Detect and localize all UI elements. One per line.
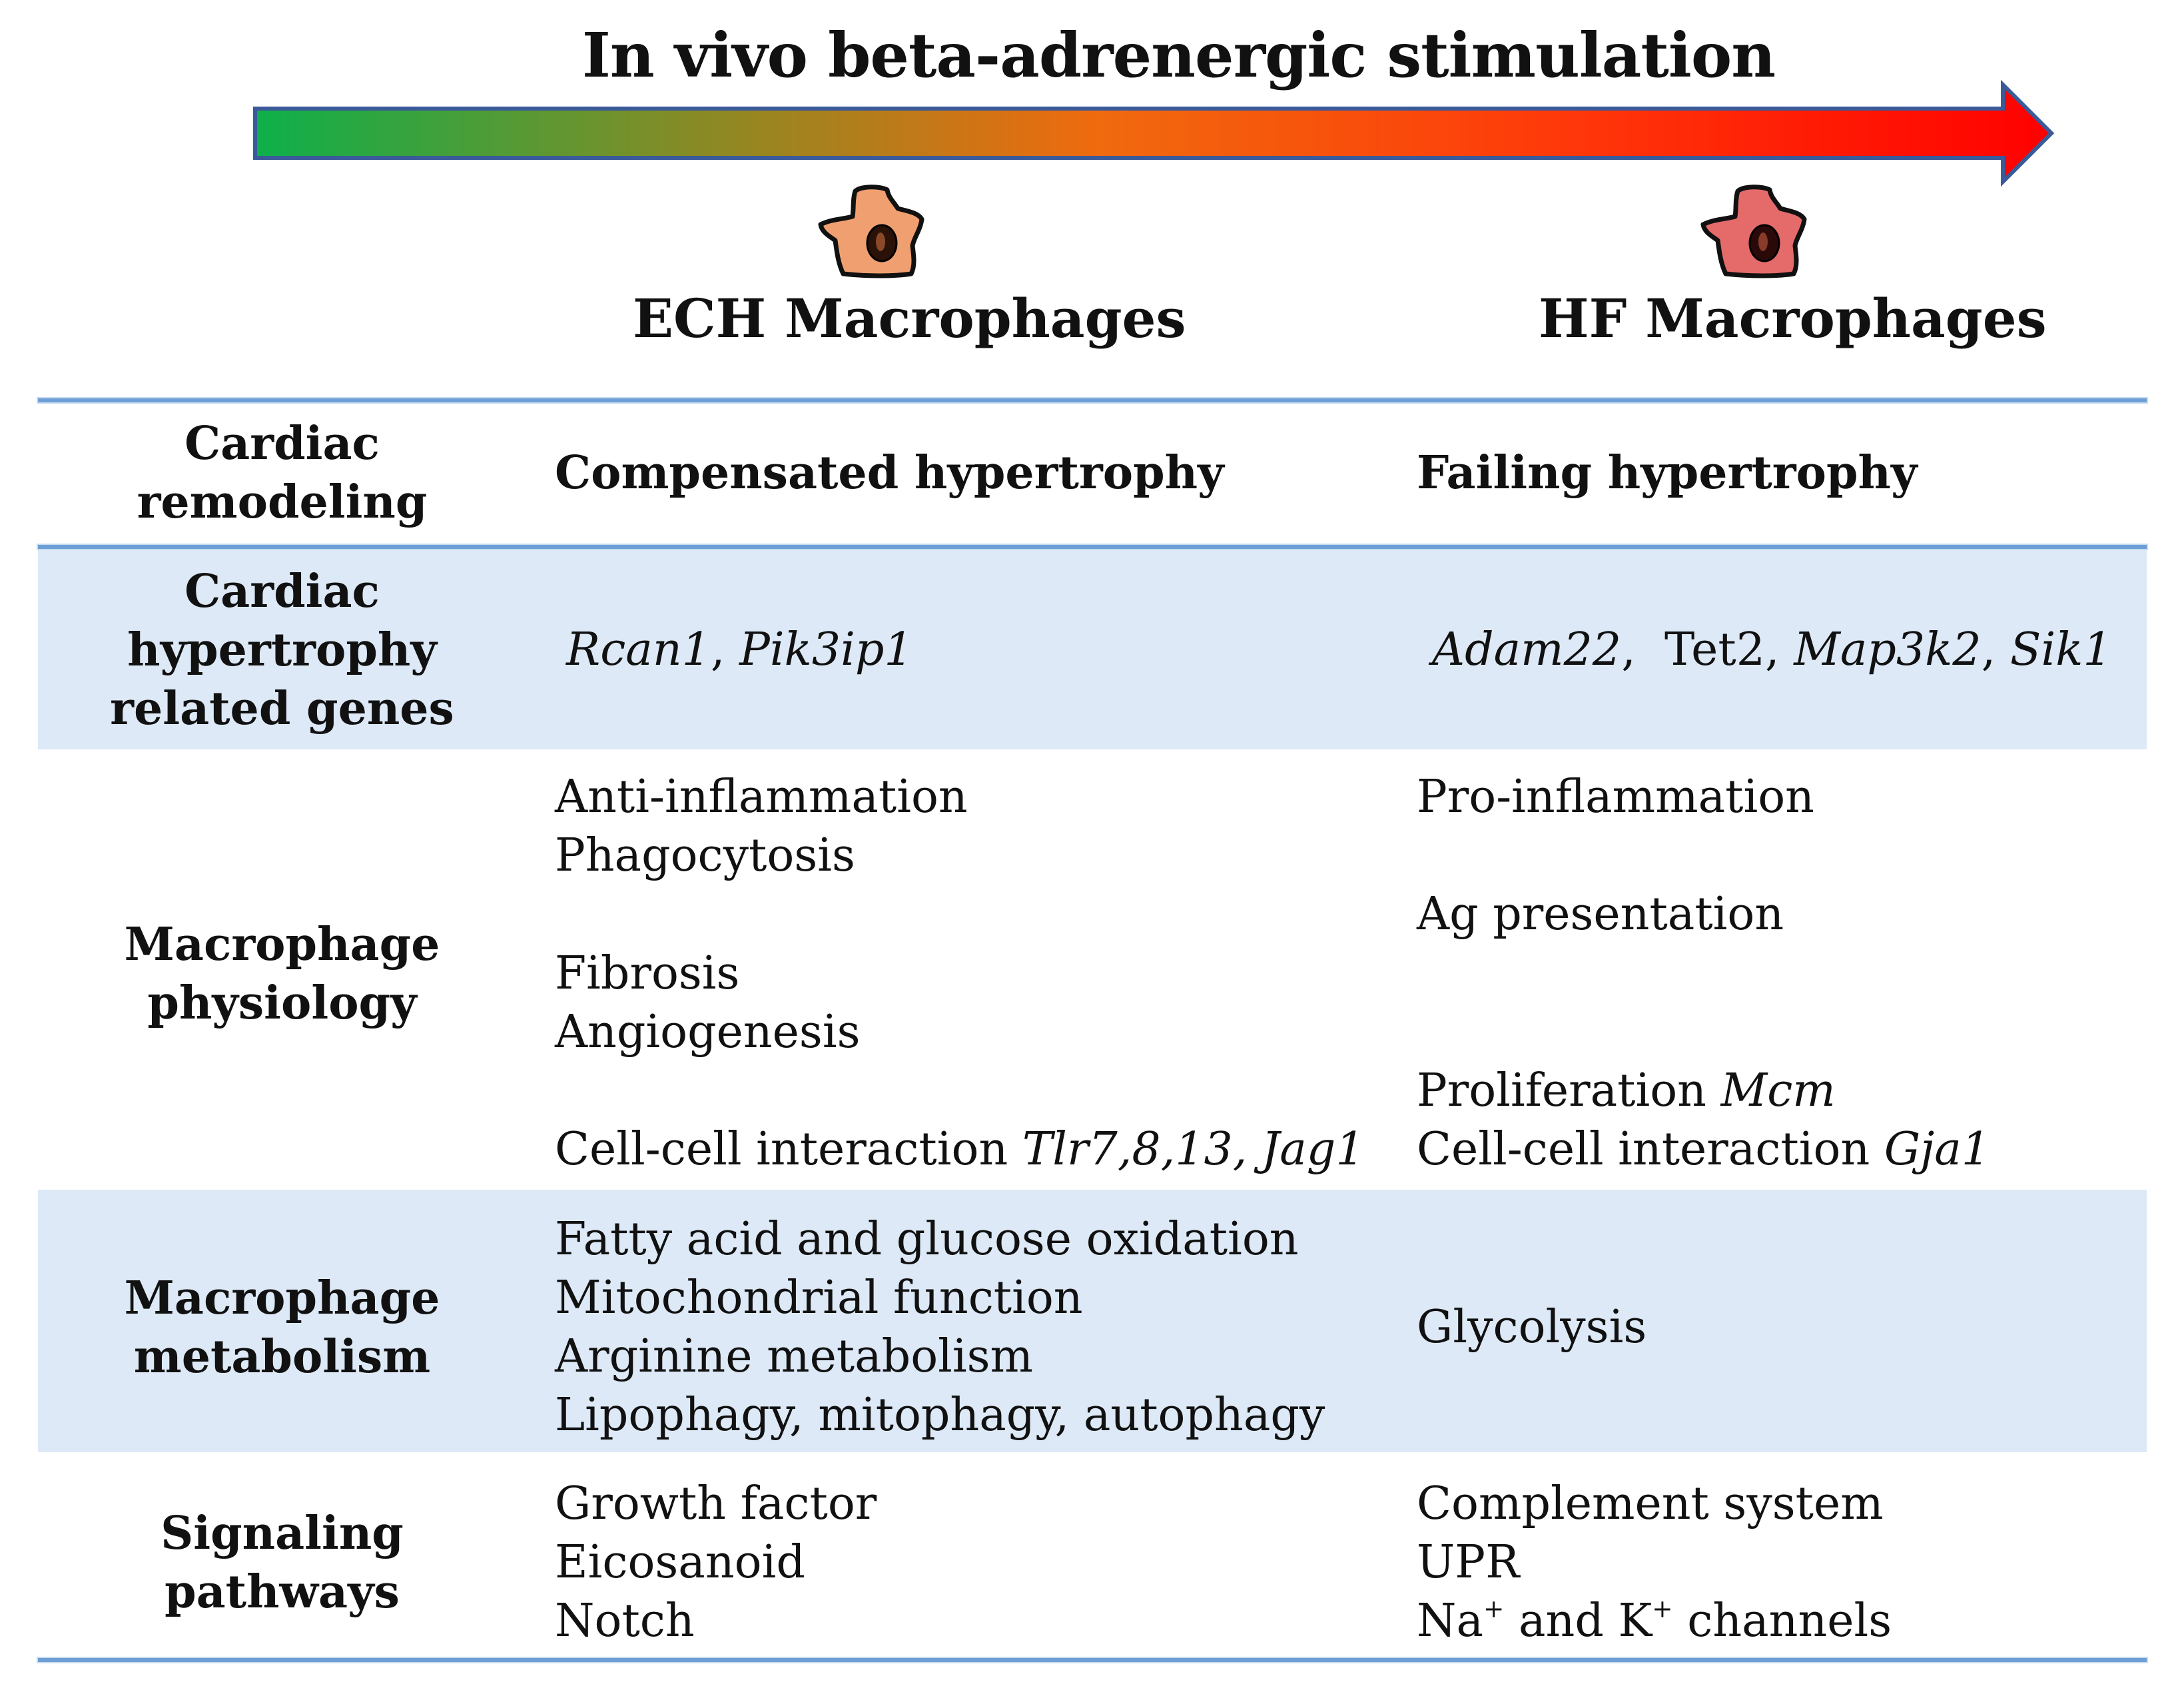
ech-cell-cell-interaction bbox=[555, 1120, 1365, 1179]
ech-metabolism-item: Fatty acid and glucose oxidation bbox=[555, 1213, 1299, 1266]
ech-metabolism-item: Arginine metabolism bbox=[555, 1330, 1034, 1383]
gene-adam22: Adam22 bbox=[1432, 624, 1622, 676]
hf-macrophages-label: HF Macrophages bbox=[1539, 287, 2047, 350]
item-text: and K bbox=[1504, 1595, 1652, 1647]
row-category-hypertrophy-genes bbox=[38, 562, 526, 738]
superscript: + bbox=[1652, 1593, 1673, 1623]
hf-remodeling: Failing hypertrophy bbox=[1417, 446, 1918, 500]
category-line: Signaling bbox=[161, 1507, 404, 1560]
ech-physiology-item: Anti-inflammation bbox=[555, 771, 968, 823]
hf-signaling-item: Complement system bbox=[1417, 1477, 1884, 1530]
row-category-macrophage-metabolism bbox=[38, 1269, 526, 1386]
item-genes: Mcm bbox=[1720, 1064, 1836, 1117]
gene-sik1: Sik1 bbox=[2009, 624, 2112, 676]
item-text: Na bbox=[1417, 1595, 1484, 1647]
gene-pik3ip1: Pik3ip1 bbox=[739, 624, 913, 676]
ech-macrophage-cell-icon bbox=[814, 177, 934, 283]
ech-remodeling: Compensated hypertrophy bbox=[555, 446, 1224, 500]
table-header-rule bbox=[38, 545, 2147, 549]
hf-hypertrophy-genes bbox=[1432, 621, 2112, 679]
item-text: Cell-cell interaction bbox=[1417, 1123, 1884, 1176]
hf-macrophage-cell-icon bbox=[1696, 177, 1816, 283]
category-line: Macrophage bbox=[124, 1272, 440, 1325]
stimulation-arrow-icon bbox=[246, 73, 2071, 193]
category-line: metabolism bbox=[133, 1330, 431, 1384]
row-category-cardiac-remodeling bbox=[38, 414, 526, 532]
separator: , bbox=[1764, 624, 1794, 676]
hf-signaling-item: UPR bbox=[1417, 1536, 1520, 1589]
ech-physiology-item: Fibrosis bbox=[555, 947, 740, 1000]
item-genes: Gja1 bbox=[1884, 1123, 1991, 1176]
ech-physiology-item: Phagocytosis bbox=[555, 829, 855, 882]
ech-physiology-item: Angiogenesis bbox=[555, 1006, 861, 1058]
category-line: remodeling bbox=[137, 476, 428, 529]
ech-metabolism-item: Mitochondrial function bbox=[555, 1272, 1083, 1324]
separator: , bbox=[710, 624, 740, 676]
category-line: physiology bbox=[147, 977, 417, 1030]
hf-cell-cell-interaction bbox=[1417, 1120, 1990, 1179]
hf-proliferation bbox=[1417, 1062, 1836, 1120]
category-line: hypertrophy bbox=[127, 624, 437, 677]
gene-tet2: Tet2 bbox=[1664, 624, 1765, 676]
category-line: pathways bbox=[165, 1565, 400, 1619]
item-text: channels bbox=[1672, 1595, 1892, 1647]
ech-signaling-item: Eicosanoid bbox=[555, 1536, 805, 1589]
gene-map3k2: Map3k2 bbox=[1794, 624, 1982, 676]
category-line: Cardiac bbox=[184, 565, 380, 618]
ech-metabolism-item: Lipophagy, mitophagy, autophagy bbox=[555, 1389, 1325, 1442]
hf-metabolism-item: Glycolysis bbox=[1417, 1301, 1647, 1354]
category-line: Cardiac bbox=[184, 417, 380, 470]
item-text: Cell-cell interaction bbox=[555, 1123, 1022, 1176]
ech-signaling-item: Notch bbox=[555, 1595, 695, 1647]
item-text: Proliferation bbox=[1417, 1064, 1721, 1117]
diagram-title: In vivo beta-adrenergic stimulation bbox=[581, 19, 1776, 91]
separator: , bbox=[1981, 624, 2010, 676]
gene-rcan1: Rcan1 bbox=[566, 624, 711, 676]
ech-signaling-item: Growth factor bbox=[555, 1477, 877, 1530]
row-category-macrophage-physiology bbox=[38, 915, 526, 1033]
superscript: + bbox=[1483, 1593, 1505, 1623]
separator: , bbox=[1621, 624, 1665, 676]
table-top-rule bbox=[38, 398, 2147, 402]
ech-macrophages-label: ECH Macrophages bbox=[633, 287, 1186, 350]
item-genes: Tlr7,8,13, Jag1 bbox=[1022, 1123, 1365, 1176]
row-category-signaling-pathways bbox=[38, 1504, 526, 1621]
table-bottom-rule bbox=[38, 1658, 2147, 1662]
category-line: related genes bbox=[110, 682, 454, 735]
hf-ion-channels bbox=[1417, 1592, 1892, 1651]
category-line: Macrophage bbox=[124, 918, 440, 971]
hf-physiology-item: Ag presentation bbox=[1417, 888, 1784, 941]
hf-physiology-item: Pro-inflammation bbox=[1417, 771, 1814, 823]
ech-hypertrophy-genes bbox=[566, 621, 913, 679]
